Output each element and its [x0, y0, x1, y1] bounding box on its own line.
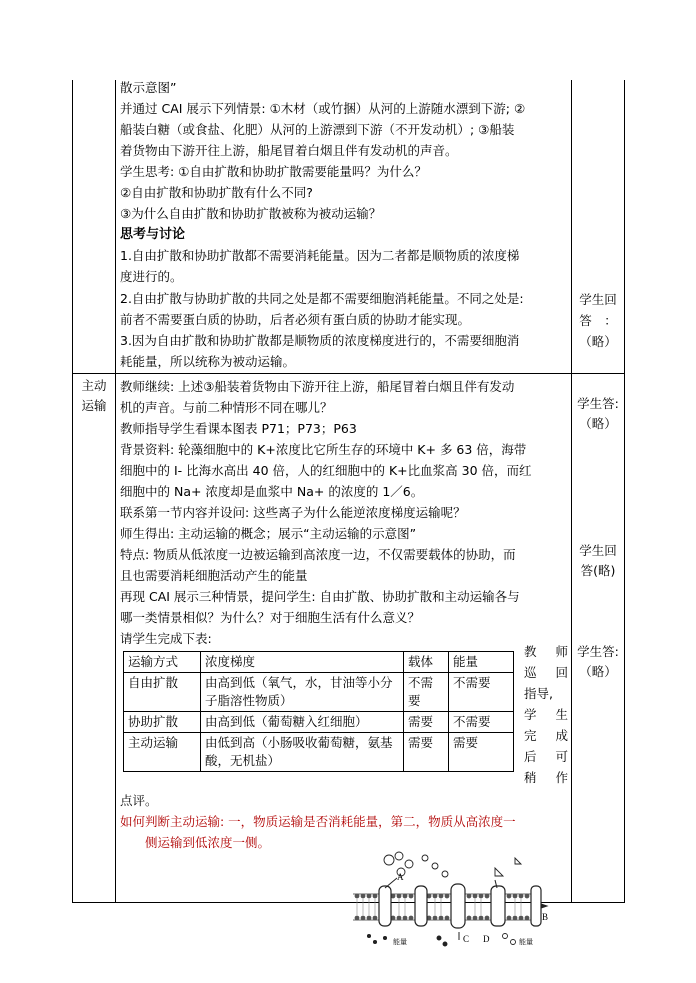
note-line: 指导,	[524, 686, 553, 701]
table-row	[124, 712, 514, 733]
text-line: 机的声音。与前二种情形不同在哪儿？	[120, 400, 333, 415]
text-line: 联系第一节内容并设问: 这些离子为什么能逆浓度梯度运输呢？	[120, 505, 466, 520]
text-line: 细胞中的 Na+ 浓度却是血浆中 Na+ 的浓度的 1／6。	[120, 484, 424, 499]
table-border-left	[72, 80, 73, 903]
section-heading: 思考与讨论	[120, 227, 186, 242]
text-line: 船装白糖（或食盐、化肥）从河的上游漂到下游（不开发动机）; ③船装	[120, 122, 515, 137]
student-response: 学生答:	[577, 644, 619, 659]
answer-line: 2.自由扩散与协助扩散的共同之处是都不需要细胞消耗能量。不同之处是:	[120, 291, 524, 306]
carrier-proteins	[379, 884, 541, 928]
row-divider	[72, 373, 625, 374]
table-cell: 需要	[404, 712, 449, 733]
table-cell: 不需要	[449, 712, 514, 733]
student-response: （略）	[579, 334, 617, 349]
answer-line: 1.自由扩散和协助扩散都不需要消耗能量。因为二者都是顺物质的浓度梯	[120, 248, 520, 263]
student-response: （略）	[579, 416, 617, 431]
answer-line: 3.因为自由扩散和协助扩散都是顺物质的浓度梯度进行的，不需要细胞消	[120, 333, 520, 348]
table-cell: 不需要	[449, 673, 514, 712]
section-label: 运输	[81, 398, 107, 413]
text-line: 再现 CAI 展示三种情景，提问学生: 自由扩散、协助扩散和主动运输各与	[120, 589, 520, 604]
table-border-right	[624, 80, 625, 903]
table-header-row	[124, 652, 514, 673]
table-row	[124, 733, 514, 772]
table-cell: 由高到低（葡萄糖入红细胞）	[201, 712, 404, 733]
table-cell: 协助扩散	[124, 712, 201, 733]
student-response: 答 ：	[579, 313, 617, 328]
student-response: 学生答:	[577, 396, 619, 411]
text-line: 请学生完成下表:	[120, 631, 212, 646]
text-line: 特点: 物质从低浓度一边被运输到高浓度一边，不仅需要载体的协助，而	[120, 547, 516, 562]
table-cell: 由高到低（氧气，水，甘油等小分子脂溶性物质）	[201, 673, 404, 712]
table-cell: 不需要	[404, 673, 449, 712]
text-line: 点评。	[120, 793, 158, 808]
text-line: 背景资料: 轮藻细胞中的 K+浓度比它所生存的环境中 K+ 多 63 倍，海带	[120, 442, 527, 457]
student-response: （略）	[579, 664, 617, 679]
text-line: 教师指导学生看课本图表 P71；P73；P63	[120, 421, 357, 436]
student-response: 答(略)	[580, 563, 616, 578]
figure-label-b: B	[542, 912, 549, 922]
comparison-table	[123, 651, 514, 772]
text-line: 哪一类情景相似？为什么？对于细胞生活有什么意义？	[120, 610, 421, 625]
note-line: 教 师	[524, 644, 568, 659]
text-line: 师生得出: 主动运输的概念；展示“主动运输的示意图”	[120, 526, 417, 541]
energy-label: 能量	[393, 938, 407, 946]
membrane-transport-figure	[345, 850, 550, 950]
arrows	[385, 878, 547, 940]
text-line: 学生思考: ①自由扩散和协助扩散需要能量吗？为什么？	[120, 164, 427, 179]
table-cell: 主动运输	[124, 733, 201, 772]
text-line: 并通过 CAI 展示下列情景: ①木材（或竹捆）从河的上游随水漂到下游; ②	[120, 101, 526, 116]
table-cell: 需要	[404, 733, 449, 772]
table-cell: 自由扩散	[124, 673, 201, 712]
student-response: 学生回	[579, 543, 617, 558]
judgement-line: 侧运输到低浓度一侧。	[145, 835, 271, 850]
table-cell: 需要	[449, 733, 514, 772]
text-line: 细胞中的 I- 比海水高出 40 倍，人的红细胞中的 K+比血浆高 30 倍，而红	[120, 463, 532, 478]
student-response: 学生回	[579, 292, 617, 307]
answer-line: 度进行的。	[120, 269, 183, 284]
section-label: 主动	[81, 378, 107, 393]
energy-label: 能量	[519, 938, 533, 946]
judgement-line: 如何判断主动运输: 一，物质运输是否消耗能量，第二，物质从高浓度一	[120, 814, 516, 829]
table-border-col2	[571, 80, 572, 903]
text-line: 且也需要消耗细胞活动产生的能量	[120, 568, 308, 583]
note-line: 完 成	[524, 728, 568, 743]
note-line: 稍 作	[524, 770, 568, 785]
text-line: ②自由扩散和协助扩散有什么不同?	[120, 185, 313, 200]
text-line: 教师继续: 上述③船装着货物由下游开往上游，船尾冒着白烟且伴有发动	[120, 379, 515, 394]
table-cell: 由低到高（小肠吸收葡萄糖，氨基酸，无机盐）	[201, 733, 404, 772]
answer-line: 耗能量，所以统称为被动运输。	[120, 354, 296, 369]
table-header: 运输方式	[124, 652, 201, 673]
note-line: 巡 回	[524, 665, 568, 680]
figure-label-a: A	[397, 872, 404, 882]
figure-label-d: D	[483, 934, 490, 944]
answer-line: 前者不需要蛋白质的协助，后者必须有蛋白质的协助才能实现。	[120, 312, 471, 327]
text-line: 着货物由下游开往上游，船尾冒着白烟且伴有发动机的声音。	[120, 143, 458, 158]
note-line: 学 生	[524, 707, 568, 722]
table-header: 能量	[449, 652, 514, 673]
note-line: 后 可	[524, 749, 568, 764]
table-row	[124, 673, 514, 712]
figure-label-c: C	[463, 934, 470, 944]
table-header: 浓度梯度	[201, 652, 404, 673]
table-border-col1	[115, 80, 116, 903]
text-line: 散示意图”	[120, 80, 177, 95]
text-line: ③为什么自由扩散和协助扩散被称为被动运输？	[120, 206, 382, 221]
table-header: 载体	[404, 652, 449, 673]
